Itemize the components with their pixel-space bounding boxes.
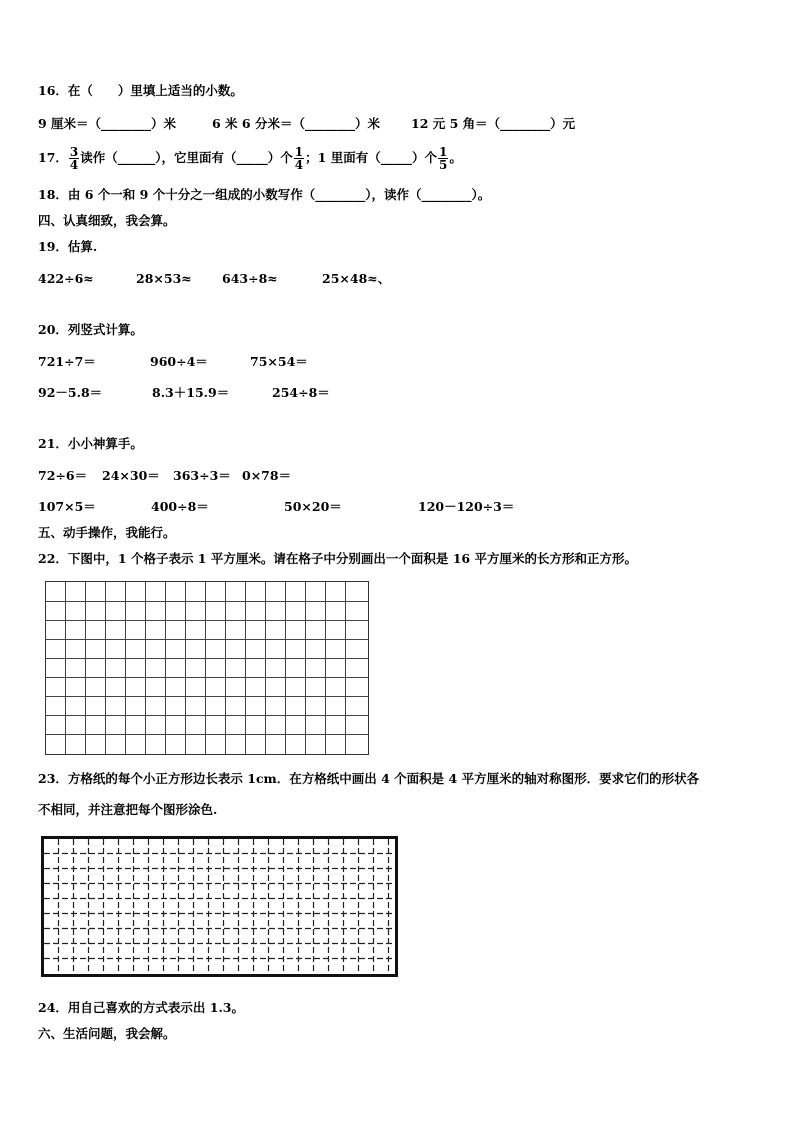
q23-line-1: 23．方格纸的每个小正方形边长表示 1cm．在方格纸中画出 4 个面积是 4 平方厘米的轴对称图形．要求它们的形状各 <box>38 771 700 786</box>
q21-r2-4: 120－120÷3＝ <box>418 499 515 514</box>
q17-number: 17． <box>38 150 68 165</box>
q21-r2-2: 400÷8＝ <box>151 499 209 514</box>
fraction-numerator: 3 <box>69 145 79 159</box>
q19-item-1: 422÷6≈ <box>38 271 94 286</box>
fraction-numerator: 1 <box>438 145 448 159</box>
q16-item-3: 12 元 5 角＝（________）元 <box>411 116 576 131</box>
q21-r2-1: 107×5＝ <box>38 499 96 514</box>
q19-item-4: 25×48≈、 <box>322 271 391 286</box>
q21-r1-1: 72÷6＝ <box>38 468 88 483</box>
q21-r1-2: 24×30＝ <box>102 468 160 483</box>
section-5-title: 五、动手操作，我能行。 <box>38 525 176 540</box>
q19-item-2: 28×53≈ <box>136 271 192 286</box>
q21-title: 21．小小神算手。 <box>38 436 143 451</box>
q19-item-3: 643÷8≈ <box>222 271 278 286</box>
q23-grid-lines <box>44 839 395 974</box>
q22-text: 22．下图中，1 个格子表示 1 平方厘米。请在格子中分别画出一个面积是 16 平方厘米的长方形和正方形。 <box>38 551 637 566</box>
q21-r1-3: 363÷3＝ <box>173 468 231 483</box>
q22-grid[interactable] <box>45 581 369 755</box>
fraction-numerator: 1 <box>294 145 304 159</box>
fraction-1-5 <box>438 146 448 171</box>
fraction-3-4 <box>69 146 79 171</box>
fraction-denominator: 4 <box>69 158 79 172</box>
fraction-1-4 <box>294 146 304 171</box>
q17-text-1: 读作（______），它里面有（_____）个 <box>80 150 293 165</box>
q16-title: 16．在（ ）里填上适当的小数。 <box>38 83 243 98</box>
q20-r1-2: 960÷4＝ <box>150 354 208 369</box>
q21-r1-4: 0×78＝ <box>242 468 292 483</box>
q16-item-2: 6 米 6 分米＝（________）米 <box>212 116 380 131</box>
q20-title: 20．列竖式计算。 <box>38 322 143 337</box>
q20-r1-1: 721÷7＝ <box>38 354 96 369</box>
q17-text-2: ；1 里面有（_____）个 <box>305 150 437 165</box>
q24-text: 24．用自己喜欢的方式表示出 1.3。 <box>38 1000 244 1015</box>
q18-text: 18．由 6 个一和 9 个十分之一组成的小数写作（________），读作（________）。 <box>38 187 491 202</box>
q20-r2-1: 92－5.8＝ <box>38 385 103 400</box>
fraction-denominator: 4 <box>294 158 304 172</box>
q20-r2-2: 8.3＋15.9＝ <box>152 385 230 400</box>
q23-grid[interactable] <box>41 836 398 977</box>
q23-line-2: 不相同，并注意把每个图形涂色. <box>38 802 218 817</box>
q19-title: 19．估算. <box>38 239 98 254</box>
section-6-title: 六、生活问题，我会解。 <box>38 1026 176 1041</box>
fraction-denominator: 5 <box>438 158 448 172</box>
q22-grid-lines <box>46 582 368 754</box>
q16-item-1: 9 厘米＝（________）米 <box>38 116 177 131</box>
section-4-title: 四、认真细致，我会算。 <box>38 213 176 228</box>
q17-text-3: 。 <box>449 150 462 165</box>
q20-r2-3: 254÷8＝ <box>272 385 330 400</box>
q17 <box>38 143 462 173</box>
q20-r1-3: 75×54＝ <box>250 354 308 369</box>
q21-r2-3: 50×20＝ <box>284 499 342 514</box>
